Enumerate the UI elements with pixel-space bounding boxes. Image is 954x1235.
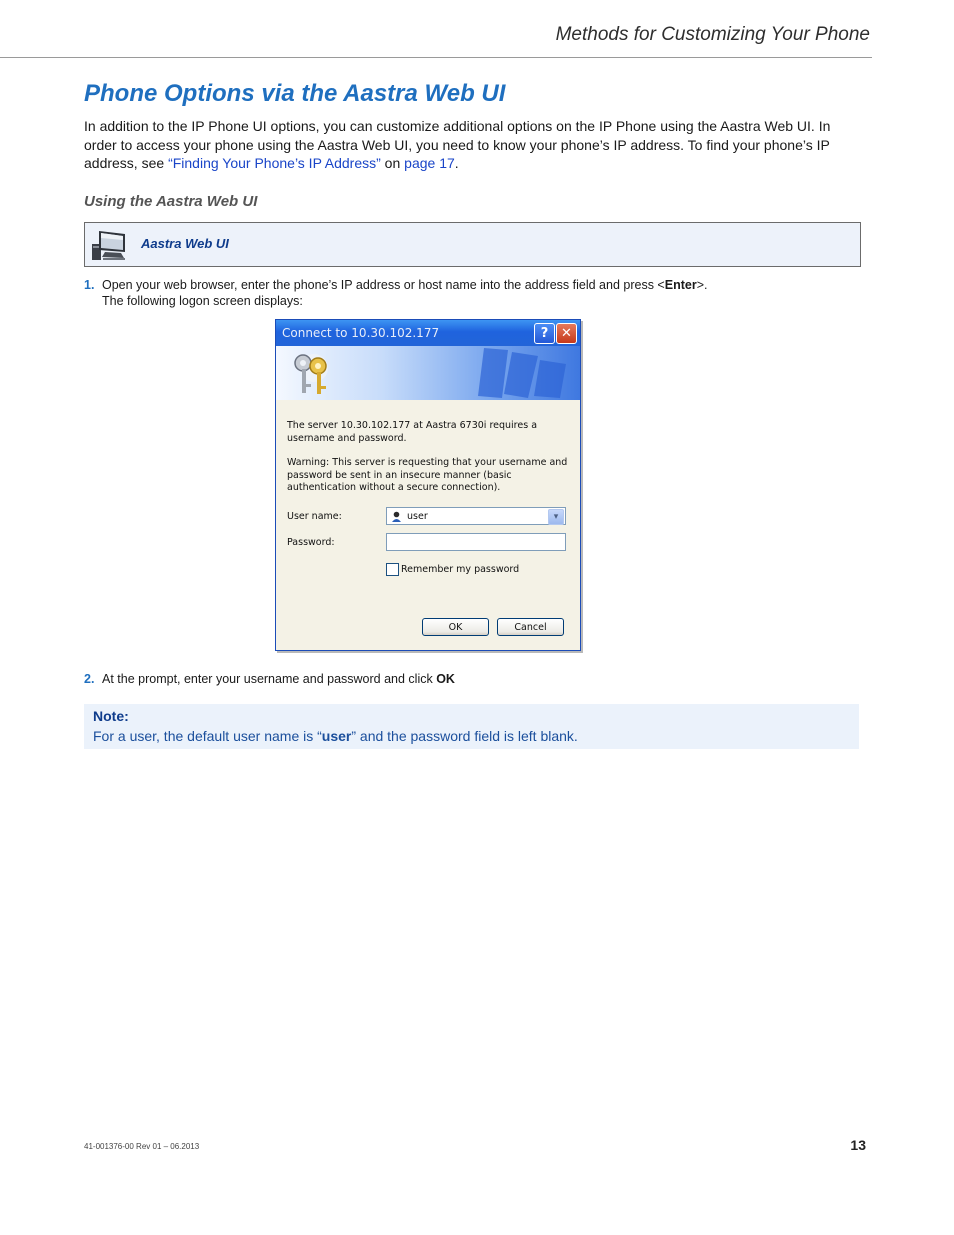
step-2-number: 2. <box>84 672 95 686</box>
username-value: user <box>407 511 428 522</box>
step-2-text-main: At the prompt, enter your username and password and click <box>102 672 437 686</box>
intro-text-3: . <box>454 155 459 171</box>
dialog-title-bar <box>276 320 580 346</box>
dialog-title: Connect to 10.30.102.177 <box>282 326 440 340</box>
step-1-number: 1. <box>84 278 95 292</box>
dialog-banner <box>276 346 580 400</box>
note-text <box>93 728 578 744</box>
running-header-title: Methods for Customizing Your Phone <box>555 24 870 45</box>
step-1-line-2: The following logon screen displays: <box>102 293 303 308</box>
aastra-web-ui-banner <box>84 222 861 267</box>
note-box <box>84 704 859 749</box>
intro-text-1: In addition to the IP Phone UI options, you can customize additional options on the IP Phone using the Aastra Web UI. In order to access your phone using the Aastra Web UI, you need to know your phone’s IP address. To find your phone’s IP address, see <box>84 118 831 171</box>
step-1-text <box>102 278 842 309</box>
subheading: Using the Aastra Web UI <box>84 193 258 210</box>
step-1-text-after: >. <box>696 278 708 292</box>
note-text-before: For a user, the default user name is “ <box>93 728 322 744</box>
remember-password-checkbox[interactable] <box>386 563 399 576</box>
username-combo[interactable] <box>386 507 566 525</box>
page-17-link[interactable]: page 17 <box>404 155 455 171</box>
dialog-body <box>276 400 580 650</box>
header-rule <box>0 57 872 58</box>
note-text-after: ” and the password field is left blank. <box>351 728 578 744</box>
dialog-warning: Warning: This server is requesting that your username and password be sent in an insecure manner (basic authentication without a secure connection). <box>287 457 568 493</box>
ok-button[interactable]: OK <box>422 618 489 636</box>
logon-dialog <box>275 319 581 651</box>
finding-ip-address-link[interactable]: “Finding Your Phone’s IP Address” <box>168 155 381 171</box>
dialog-message-1: The server 10.30.102.177 at Aastra 6730i requires a username and password. <box>287 420 538 444</box>
username-label: User name: <box>287 511 342 522</box>
password-label: Password: <box>287 537 335 548</box>
note-user-bold: user <box>321 728 352 744</box>
enter-key-label: Enter <box>664 278 697 292</box>
close-button[interactable]: ✕ <box>556 323 577 344</box>
user-icon <box>391 511 402 522</box>
intro-text-2: on <box>380 155 405 171</box>
computer-icon <box>91 228 129 262</box>
ok-label-bold: OK <box>436 672 455 686</box>
username-dropdown-arrow[interactable]: ▾ <box>548 509 564 525</box>
cancel-button[interactable]: Cancel <box>497 618 564 636</box>
step-1-text-before: Open your web browser, enter the phone’s IP address or host name into the address field and press < <box>102 278 665 292</box>
keys-icon <box>276 346 580 400</box>
page-number: 13 <box>850 1137 866 1153</box>
footer-doc-id: 41-001376-00 Rev 01 – 06.2013 <box>84 1142 200 1151</box>
banner-label: Aastra Web UI <box>141 236 229 251</box>
section-title: Phone Options via the Aastra Web UI <box>84 80 506 107</box>
note-title: Note: <box>93 708 129 724</box>
remember-password-label: Remember my password <box>401 564 520 575</box>
password-field[interactable] <box>386 533 566 551</box>
intro-paragraph <box>84 117 864 173</box>
step-2-text <box>102 672 842 688</box>
help-button[interactable]: ? <box>534 323 555 344</box>
